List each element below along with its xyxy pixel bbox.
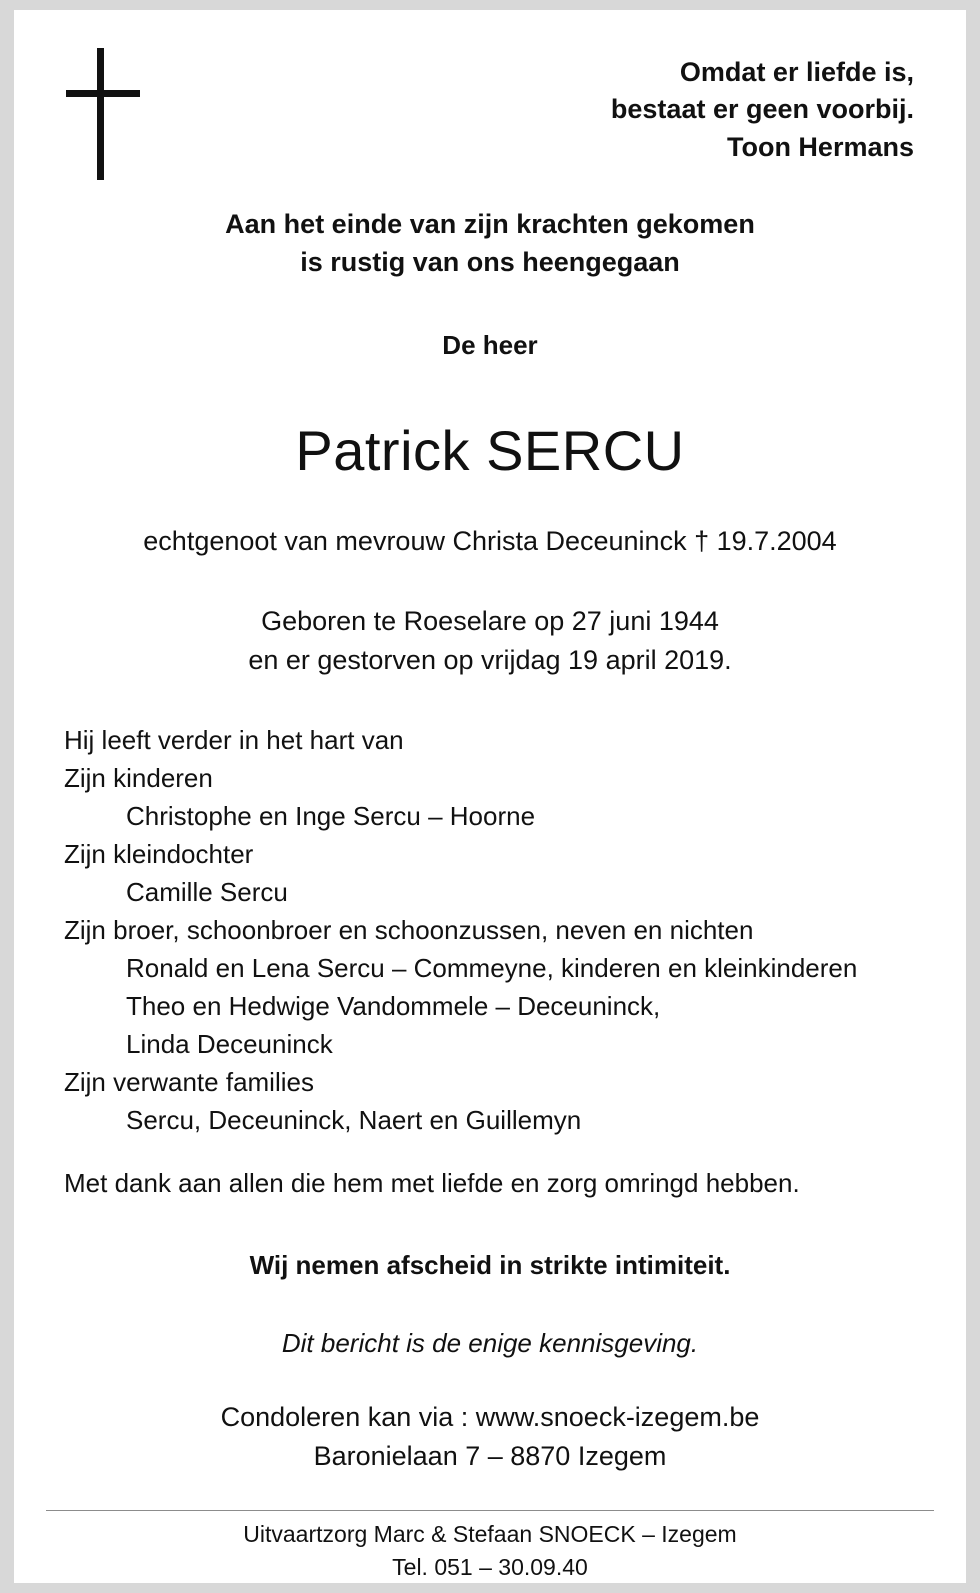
condolences-block: [14, 1398, 966, 1476]
family-name: Linda Deceuninck: [126, 1028, 333, 1059]
family-label: Zijn verwante families: [64, 1066, 314, 1097]
family-block: [64, 722, 916, 1139]
family-group-granddaughter: [64, 836, 916, 912]
family-name: Camille Sercu: [126, 876, 288, 907]
intro-block: [14, 206, 966, 282]
quote-author: Toon Hermans: [726, 131, 914, 162]
footer-divider: [46, 1510, 934, 1511]
dates-block: [14, 602, 966, 680]
family-label: Zijn broer, schoonbroer en schoonzussen, neven en nichten: [64, 914, 754, 945]
family-group-relatives: [64, 1064, 916, 1140]
family-name: Theo en Hedwige Vandommele – Deceuninck,: [126, 990, 661, 1021]
quote-line-2: bestaat er geen voorbij.: [610, 94, 914, 125]
spouse-line: echtgenoot van mevrouw Christa Deceuninck † 19.7.2004: [143, 526, 837, 556]
funeral-home-phone: Tel. 051 – 30.09.40: [392, 1553, 588, 1580]
quote-block: [611, 54, 914, 166]
cross-vertical-bar: [97, 48, 104, 180]
intro-line-1: Aan het einde van zijn krachten gekomen: [225, 209, 755, 239]
family-name: Sercu, Deceuninck, Naert en Guillemyn: [126, 1104, 582, 1135]
honorific: De heer: [442, 330, 538, 360]
condolences-website: Condoleren kan via : www.snoeck-izegem.be: [220, 1402, 760, 1432]
family-label: Zijn kleindochter: [64, 838, 254, 869]
footer-block: [14, 1518, 966, 1583]
family-group-siblings: [64, 912, 916, 1064]
death-line: en er gestorven op vrijdag 19 april 2019.: [248, 645, 732, 676]
birth-line: Geboren te Roeselare op 27 juni 1944: [261, 606, 719, 636]
condolences-address: Baronielaan 7 – 8870 Izegem: [313, 1441, 667, 1472]
family-label: Zijn kinderen: [64, 762, 213, 793]
cross-icon: [66, 48, 140, 180]
deceased-name: Patrick SERCU: [295, 419, 685, 482]
cross-horizontal-bar: [66, 90, 140, 97]
card-inner: [14, 10, 966, 1583]
family-name: Ronald en Lena Sercu – Commeyne, kinderen en kleinkinderen: [126, 952, 858, 983]
thanks-line: Met dank aan allen die hem met liefde en zorg omringd hebben.: [64, 1168, 800, 1198]
family-heading: Hij leeft verder in het hart van: [64, 725, 404, 755]
farewell-line: Wij nemen afscheid in strikte intimiteit.: [249, 1250, 731, 1280]
family-group-children: [64, 760, 916, 836]
quote-line-1: Omdat er liefde is,: [679, 57, 914, 87]
funeral-home-name: Uitvaartzorg Marc & Stefaan SNOECK – Izegem: [243, 1521, 737, 1547]
notice-line: Dit bericht is de enige kennisgeving.: [281, 1328, 699, 1358]
family-name: Christophe en Inge Sercu – Hoorne: [126, 800, 536, 831]
intro-line-2: is rustig van ons heengegaan: [300, 246, 680, 277]
